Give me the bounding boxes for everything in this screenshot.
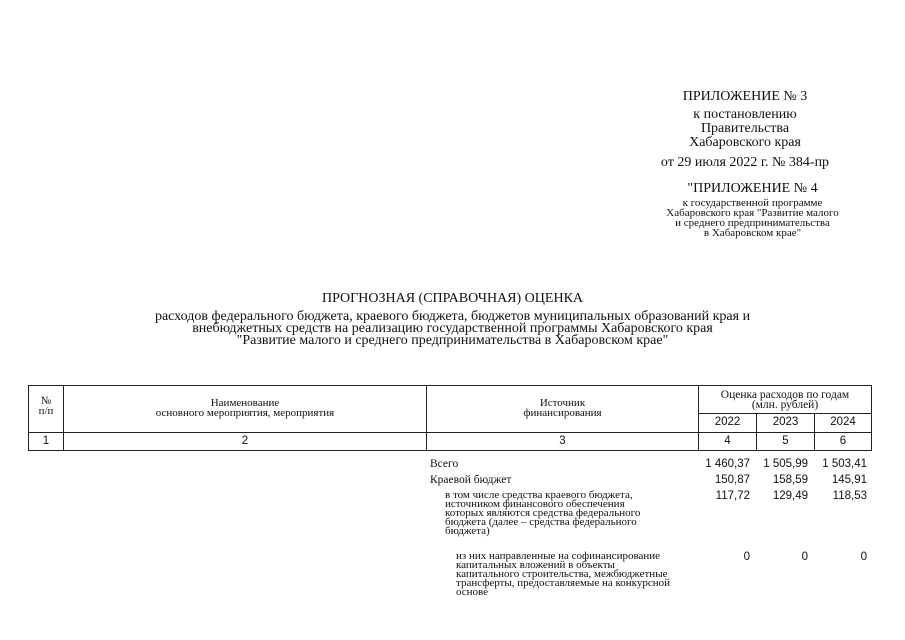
subtitle-line: расходов федерального бюджета, краевого бюджета, бюджетов муниципальных образований края и [154,309,751,324]
appendix-4-title: "ПРИЛОЖЕНИЕ № 4 [687,181,818,196]
header-year: 2023 [772,416,799,428]
subtitle-line: внебюджетных средств на реализацию государственной программы Хабаровского края [192,321,713,336]
appendix-3-block [640,90,850,170]
index-cell: 6 [839,435,847,447]
appendix-4-line: к государственной программе [682,197,823,209]
row-label [456,552,696,597]
table-index-bottom [28,450,872,451]
index-cell: 5 [782,435,789,447]
row-label-line: из них направленные на софинансирование [456,550,661,562]
header-estimate-line: (млн. рублей) [751,399,819,411]
row-label-line: капитального строительства, межбюджетные [456,568,668,580]
header-source [427,398,698,418]
header-year: 2024 [830,416,856,428]
appendix-3-date: от 29 июля 2022 г. № 384-пр [660,155,830,170]
row-label-line: капитальных вложений в объекты [456,559,615,571]
value-2024: 118,53 [832,490,867,502]
row-label-line: трансферты, предоставляемые на конкурсной [456,577,670,589]
header-estimate-line: Оценка расходов по годам [720,389,850,401]
value-2022: 0 [743,551,750,563]
header-name-line: основного мероприятия, мероприятия [155,407,335,419]
row-label-line: бюджета (далее – средства федерального [445,516,637,528]
row-label-line: бюджета) [445,525,490,537]
table-border-right [871,385,872,451]
row-label-line: которых являются средства федерального [445,507,641,519]
appendix-3-line: Правительства [700,121,790,136]
header-source-line: финансирования [523,407,602,419]
value-2024: 145,91 [831,474,867,486]
header-estimate [699,390,871,410]
appendix-4-line: и среднего предпринимательства [675,217,830,229]
table-years-divider [698,413,872,414]
row-label: Краевой бюджет [430,474,512,486]
index-cell: 1 [42,435,50,447]
row-label-line: основе [456,586,489,598]
row-label [445,491,695,536]
header-num-line: п/п [38,405,54,417]
document-title: ПРОГНОЗНАЯ (СПРАВОЧНАЯ) ОЦЕНКА [321,291,584,306]
table-header-bottom [28,432,872,433]
header-year: 2022 [714,416,741,428]
value-2023: 1 505,99 [763,458,808,470]
value-2023: 0 [801,551,808,563]
value-2024: 1 503,41 [822,458,867,470]
document-subtitle [100,311,805,347]
row-label: Всего [430,458,459,470]
value-2023: 129,49 [772,490,808,502]
table-border-top [28,385,872,386]
row-label-line: в том числе средства краевого бюджета, [445,489,633,501]
appendix-3-title: ПРИЛОЖЕНИЕ № 3 [682,89,808,104]
header-num [29,396,63,416]
index-cell: 3 [559,435,566,447]
appendix-4-block [640,182,865,238]
appendix-4-line: в Хабаровском крае" [703,227,802,239]
value-2022: 1 460,37 [705,458,750,470]
header-name [64,398,426,418]
row-label-line: источником финансового обеспечения [445,498,625,510]
appendix-3-line: Хабаровского края [689,135,801,150]
appendix-4-line: Хабаровского края "Развитие малого [666,207,839,219]
header-num-line: № [40,395,52,407]
value-2024: 0 [860,551,867,563]
index-cell: 2 [241,435,249,447]
index-cell: 4 [724,435,731,447]
value-2023: 158,59 [772,474,808,486]
value-2022: 150,87 [714,474,750,486]
subtitle-line: "Развитие малого и среднего предпринимательства в Хабаровском крае" [236,333,669,348]
appendix-3-line: к постановлению [693,107,797,122]
header-source-line: Источник [539,397,586,409]
value-2022: 117,72 [715,490,750,502]
header-name-line: Наименование [210,397,280,409]
